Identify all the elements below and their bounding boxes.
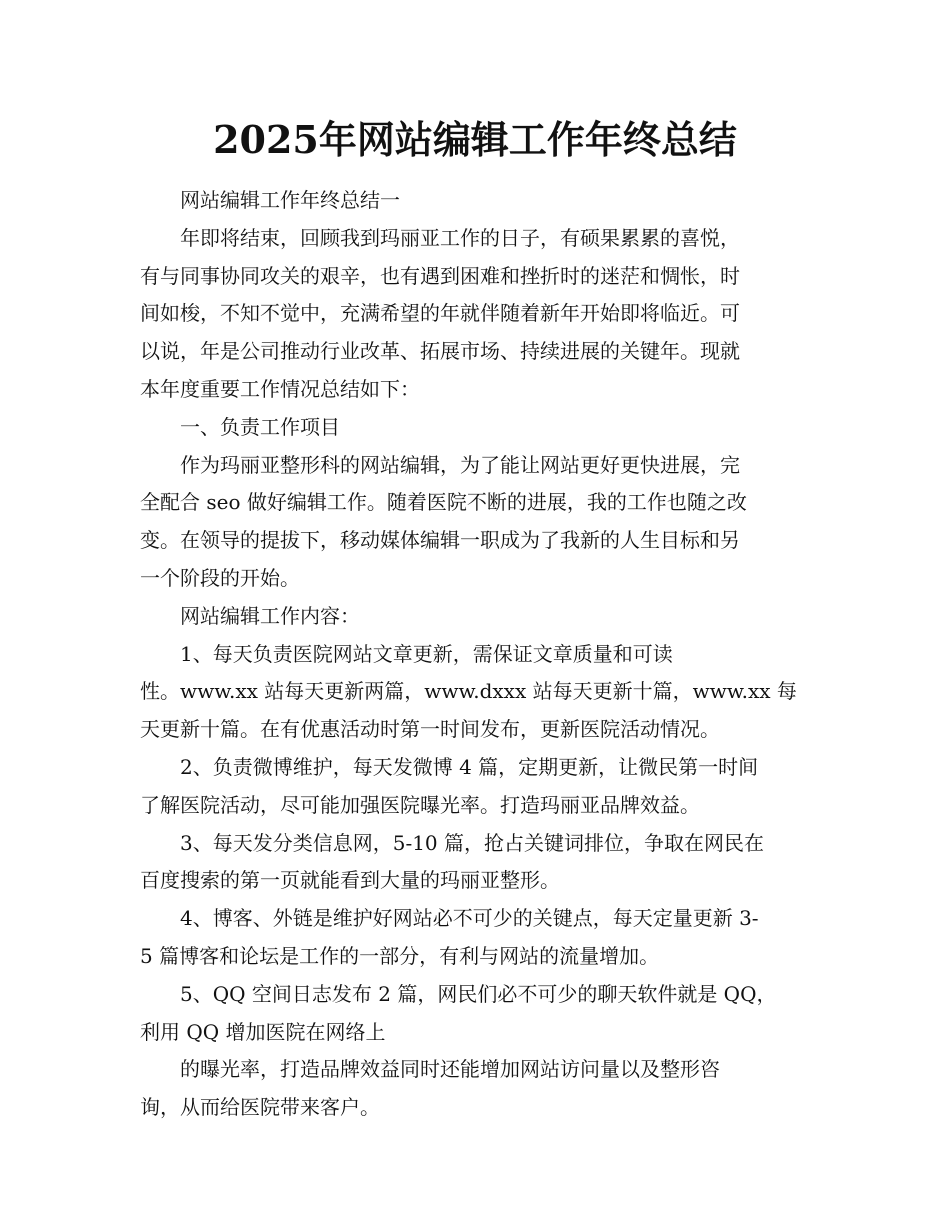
- text-line: 4、博客、外链是维护好网站必不可少的关键点，每天定量更新 3-: [180, 906, 759, 931]
- paragraph-subheading-content: [140, 598, 812, 636]
- paragraph-item-5: [140, 976, 812, 1052]
- paragraph-role: [140, 447, 812, 598]
- text-line: 5 篇博客和论坛是工作的一部分，有利与网站的流量增加。: [140, 943, 660, 968]
- text-line: 网站编辑工作年终总结一: [180, 188, 400, 212]
- text-line: 的曝光率，打造品牌效益同时还能增加网站访问量以及整形咨: [180, 1057, 720, 1082]
- paragraph-item-4: [140, 900, 812, 976]
- paragraph-item-5-continued: [140, 1051, 812, 1127]
- paragraph-item-3: [140, 825, 812, 901]
- text-line: 变。在领导的提拔下，移动媒体编辑一职成为了我新的人生目标和另: [140, 528, 740, 553]
- text-line: 3、每天发分类信息网，5-10 篇，抢占关键词排位，争取在网民在: [180, 830, 765, 855]
- text-line: 1、每天负责医院网站文章更新，需保证文章质量和可读: [180, 641, 673, 666]
- paragraph-item-2: [140, 749, 812, 825]
- text-line: 年即将结束，回顾我到玛丽亚工作的日子，有硕果累累的喜悦，: [180, 225, 740, 250]
- text-line: 天更新十篇。在有优惠活动时第一时间发布，更新医院活动情况。: [140, 717, 720, 742]
- text-line: 全配合 seo 做好编辑工作。随着医院不断的进展，我的工作也随之改: [140, 490, 747, 515]
- paragraph-intro: [140, 220, 812, 409]
- text-line: 间如梭，不知不觉中，充满希望的年就伴随着新年开始即将临近。可: [140, 301, 740, 326]
- document-body: [140, 182, 812, 1127]
- document-title: 2025年网站编辑工作年终总结: [213, 117, 737, 162]
- text-line: 一、负责工作项目: [180, 414, 340, 439]
- text-line: 性。www.xx 站每天更新两篇，www.dxxx 站每天更新十篇，www.xx 每: [140, 679, 797, 704]
- text-line: 一个阶段的开始。: [140, 565, 300, 590]
- text-line: 有与同事协同攻关的艰辛，也有遇到困难和挫折时的迷茫和惆怅，时: [140, 263, 740, 288]
- text-line: 5、QQ 空间日志发布 2 篇，网民们必不可少的聊天软件就是 QQ，: [180, 981, 777, 1006]
- text-line: 百度搜索的第一页就能看到大量的玛丽亚整形。: [140, 868, 560, 893]
- paragraph-subheading-responsibilities: [140, 409, 812, 447]
- text-line: 作为玛丽亚整形科的网站编辑，为了能让网站更好更快进展，完: [180, 452, 740, 477]
- text-line: 了解医院活动，尽可能加强医院曝光率。打造玛丽亚品牌效益。: [140, 792, 700, 817]
- text-line: 询，从而给医院带来客户。: [140, 1095, 380, 1120]
- paragraph-item-1: [140, 636, 812, 749]
- paragraph-section-heading: [140, 182, 812, 220]
- text-line: 利用 QQ 增加医院在网络上: [140, 1019, 386, 1044]
- text-line: 网站编辑工作内容：: [180, 603, 360, 628]
- text-line: 以说，年是公司推动行业改革、拓展市场、持续进展的关键年。现就: [140, 339, 740, 364]
- text-line: 本年度重要工作情况总结如下：: [140, 376, 420, 401]
- text-line: 2、负责微博维护，每天发微博 4 篇，定期更新，让微民第一时间: [180, 754, 759, 779]
